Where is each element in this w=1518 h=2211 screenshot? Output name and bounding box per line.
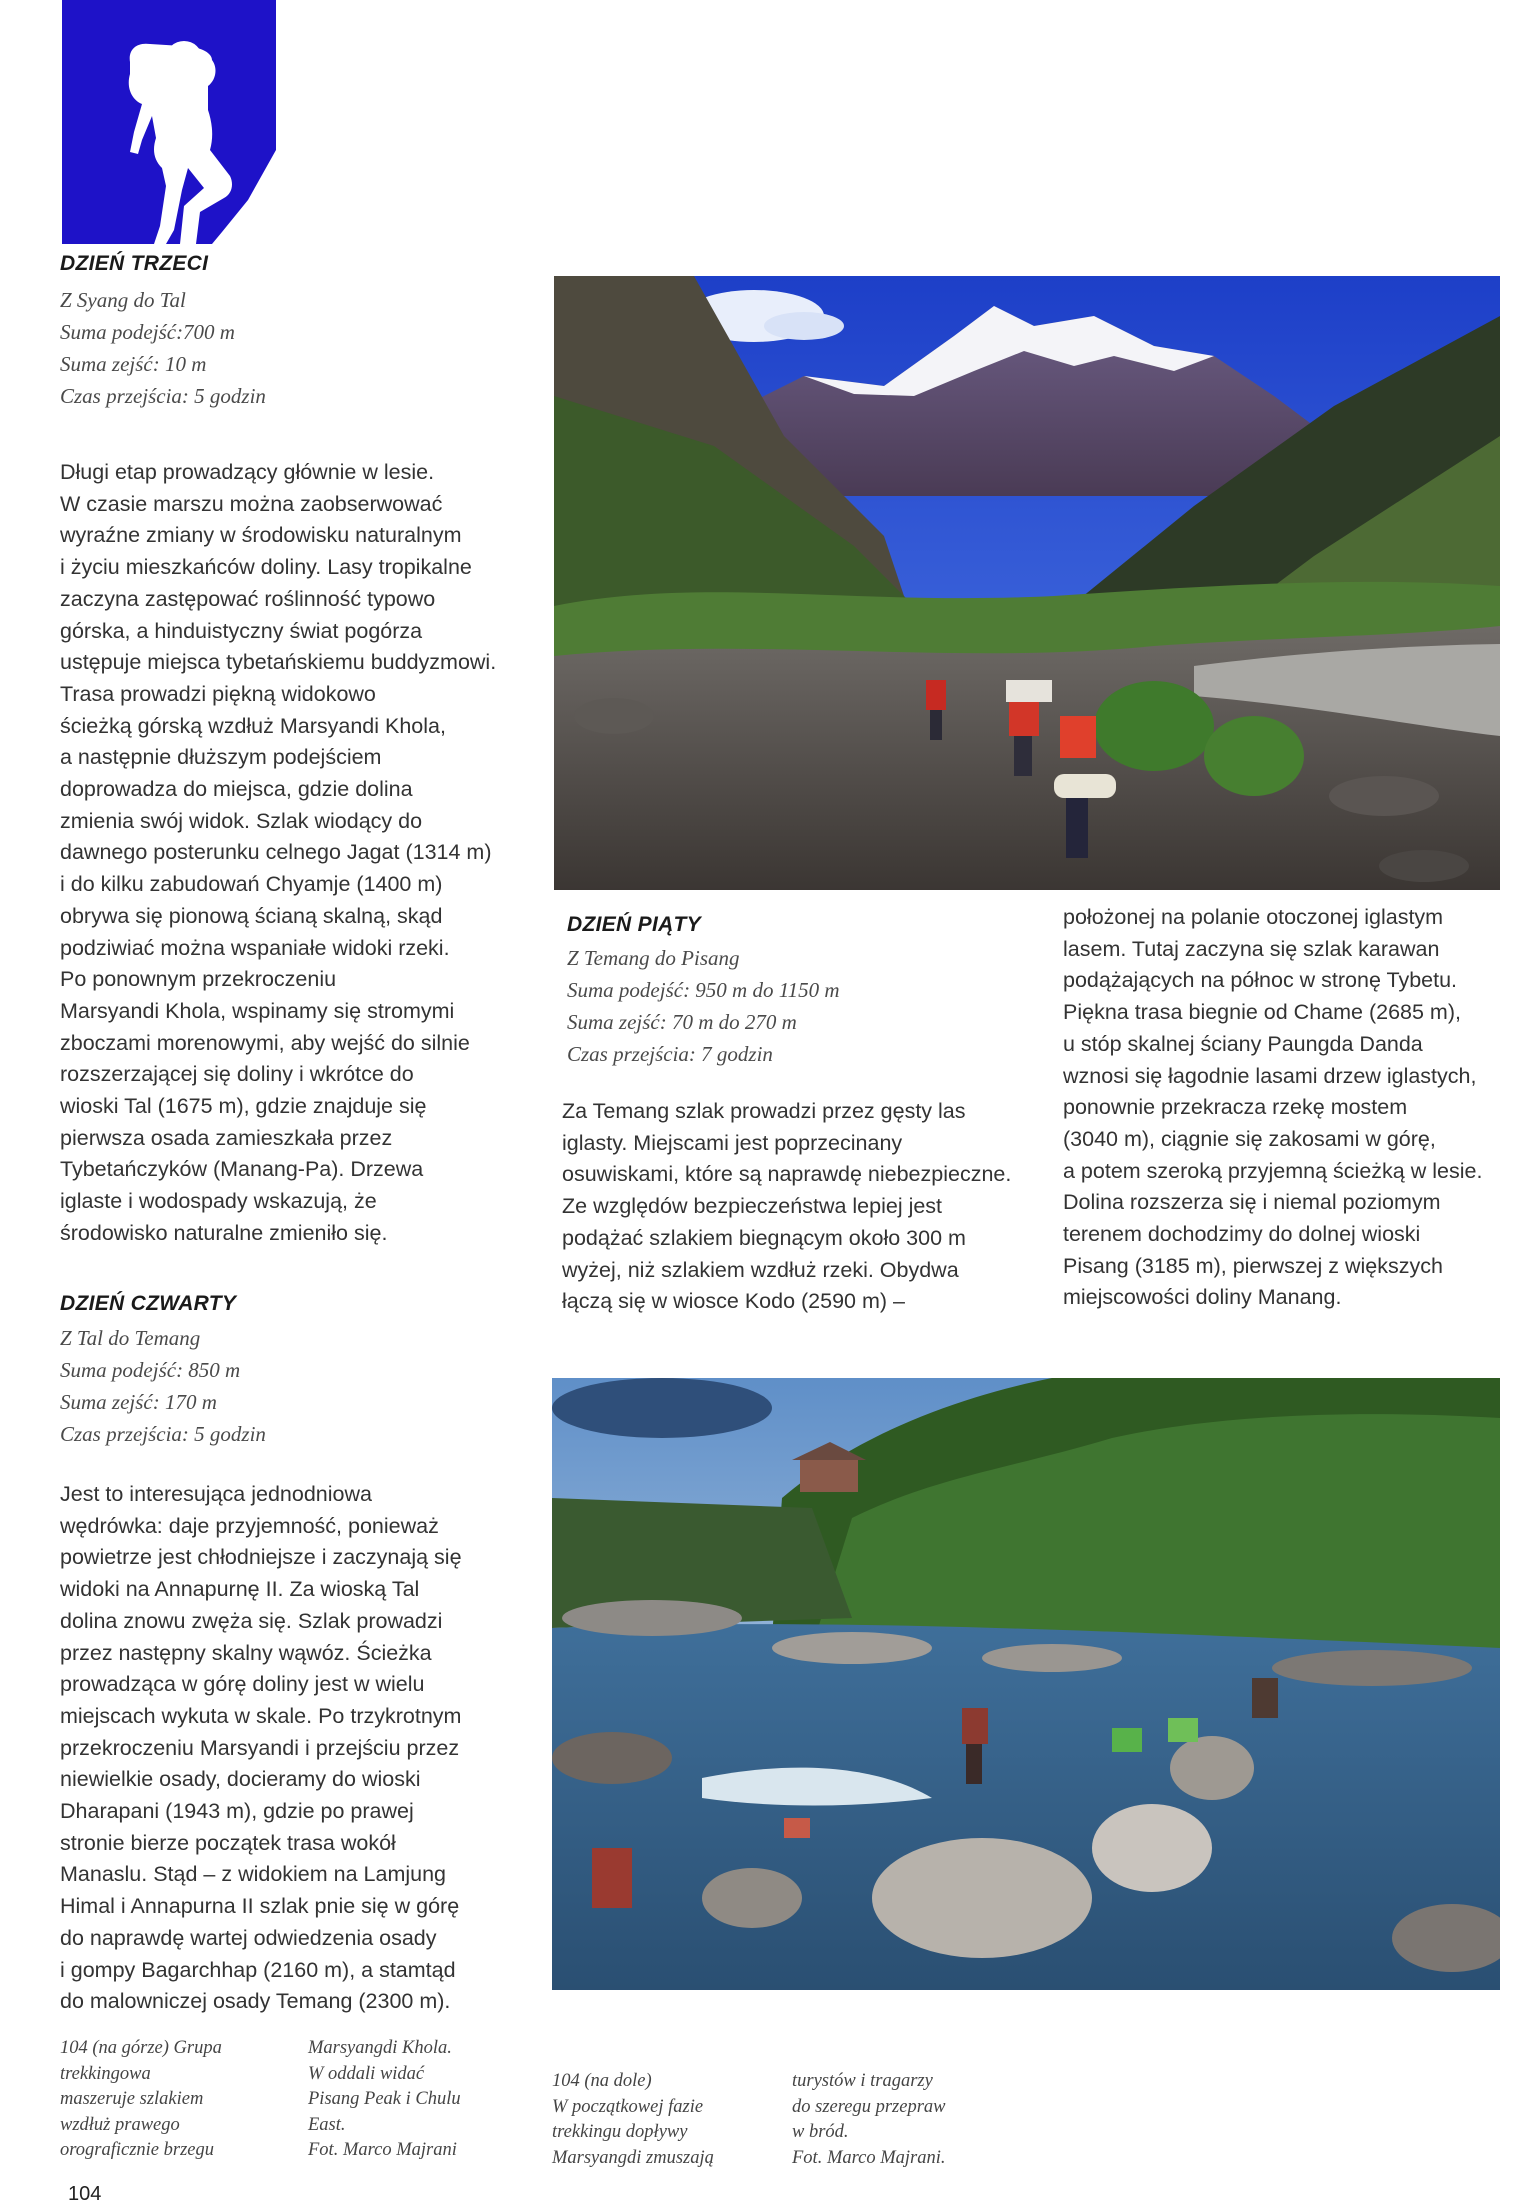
day4-ascent: Suma podejść: 850 m	[60, 1358, 241, 1382]
text-line: wioski Tal (1675 m), gdzie znajduje się	[60, 1094, 427, 1119]
text-line: iglaste i wodospady wskazują, że	[60, 1189, 377, 1214]
text-line: Ze względów bezpieczeństwa lepiej jest	[562, 1194, 943, 1219]
text-line: a następnie dłuższym podejściem	[60, 745, 382, 770]
text-line: przez następny skalny wąwóz. Ścieżka	[60, 1640, 432, 1665]
text-line: środowisko naturalne zmieniło się.	[60, 1220, 388, 1245]
bottom-photo	[552, 1378, 1500, 1990]
day5-title: DZIEŃ PIĄTY	[567, 913, 701, 936]
caption-top-b	[308, 2036, 461, 2164]
caption-line: Marsyangdi zmuszają	[552, 2147, 714, 2168]
text-line: Długi etap prowadzący głównie w lesie.	[60, 460, 435, 484]
caption-line: orograficznie brzegu	[60, 2140, 214, 2160]
caption-line: turystów i tragarzy	[792, 2071, 933, 2091]
top-photo	[554, 276, 1500, 890]
caption-line: W początkowej fazie	[552, 2096, 704, 2117]
caption-line: 104 (na dole)	[552, 2071, 652, 2091]
text-line: i życiu mieszkańców doliny. Lasy tropikalne	[60, 555, 472, 580]
text-line: W czasie marszu można zaobserwować	[60, 491, 443, 516]
text-line: podziwiać można wspaniałe widoki rzeki.	[60, 935, 450, 960]
caption-line: W oddali widać	[308, 2063, 425, 2084]
text-line: u stóp skalnej ściany Paungda Danda	[1063, 1031, 1423, 1056]
text-line: Pisang (3185 m), pierwszej z większych	[1063, 1253, 1443, 1278]
text-line: powietrze jest chłodniejsze i zaczynają się	[60, 1545, 462, 1570]
text-line: zaczyna zastępować roślinność typowo	[60, 586, 436, 611]
text-line: Tybetańczyków (Manang-Pa). Drzewa	[60, 1157, 424, 1182]
text-line: dolina znowu zwęża się. Szlak prowadzi	[60, 1608, 443, 1633]
text-line: Za Temang szlak prowadzi przez gęsty las	[562, 1099, 966, 1123]
day3-descent: Suma zejść: 10 m	[60, 352, 207, 376]
text-line: widoki na Annapurnę II. Za wioską Tal	[60, 1577, 420, 1602]
caption-line: Marsyangdi Khola.	[308, 2038, 452, 2058]
caption-top-a	[60, 2036, 222, 2164]
day5-time: Czas przejścia: 7 godzin	[567, 1042, 773, 1066]
day4-route: Z Tal do Temang	[60, 1326, 201, 1350]
text-line: do malowniczej osady Temang (2300 m).	[60, 1989, 451, 2014]
caption-line: trekkingowa	[60, 2063, 151, 2084]
text-line: podążać szlakiem biegnącym około 300 m	[562, 1225, 966, 1250]
text-line: przekroczeniu Marsyandi i przejściu przez	[60, 1735, 460, 1760]
text-line: i gompy Bagarchhap (2160 m), a stamtąd	[60, 1957, 456, 1982]
day5-meta	[567, 942, 840, 1070]
text-line: i do kilku zabudowań Chyamje (1400 m)	[60, 872, 443, 897]
caption-line: trekkingu dopływy	[552, 2122, 688, 2142]
text-line: podążających na północ w stronę Tybetu.	[1063, 968, 1458, 993]
day3-ascent: Suma podejść:700 m	[60, 320, 235, 344]
caption-line: wzdłuż prawego	[60, 2114, 180, 2135]
text-line: dawnego posterunku celnego Jagat (1314 m)	[60, 840, 492, 865]
text-line: Manaslu. Stąd – z widokiem na Lamjung	[60, 1862, 447, 1887]
day3-meta	[60, 284, 266, 412]
text-line: ścieżką górską wzdłuż Marsyandi Khola,	[60, 713, 446, 738]
day3-time: Czas przejścia: 5 godzin	[60, 384, 266, 408]
day5-route: Z Temang do Pisang	[567, 946, 740, 970]
caption-line: Fot. Marco Majrani	[308, 2140, 457, 2160]
caption-line: maszeruje szlakiem	[60, 2089, 204, 2109]
text-line: osuwiskami, które są naprawdę niebezpieczne.	[562, 1162, 1012, 1187]
text-line: Po ponownym przekroczeniu	[60, 967, 337, 992]
text-line: zmienia swój widok. Szlak wiodący do	[60, 808, 423, 833]
caption-bottom-b	[792, 2069, 945, 2171]
day3-title: DZIEŃ TRZECI	[60, 252, 209, 275]
caption-line: 104 (na górze) Grupa	[60, 2038, 222, 2058]
text-line: Himal i Annapurna II szlak pnie się w górę	[60, 1894, 460, 1919]
caption-line: Fot. Marco Majrani.	[792, 2147, 946, 2168]
caption-line: do szeregu przepraw	[792, 2096, 946, 2117]
day4-body	[60, 1479, 540, 2018]
text-line: miejscowości doliny Manang.	[1063, 1285, 1342, 1310]
text-line: zboczami morenowymi, aby wejść do silnie	[60, 1030, 470, 1055]
text-line: ustępuje miejsca tybetańskiemu buddyzmowi.	[60, 650, 497, 675]
day3-body	[60, 457, 540, 1250]
text-line: terenem dochodzimy do dolnej wioski	[1063, 1222, 1421, 1247]
right-column-body	[1063, 902, 1518, 1314]
day4-meta	[60, 1322, 266, 1450]
caption-line: w bród.	[792, 2122, 849, 2142]
text-line: Dolina rozszerza się i niemal poziomym	[1063, 1190, 1441, 1215]
caption-line: East.	[308, 2114, 346, 2135]
day4-time: Czas przejścia: 5 godzin	[60, 1422, 266, 1446]
text-line: wyżej, niż szlakiem wzdłuż rzeki. Obydwa	[562, 1257, 959, 1282]
text-line: do naprawdę wartej odwiedzenia osady	[60, 1925, 437, 1950]
day5-ascent: Suma podejść: 950 m do 1150 m	[567, 978, 840, 1002]
text-line: ponownie przekracza rzekę mostem	[1063, 1095, 1408, 1120]
text-line: (3040 m), ciągnie się zakosami w górę,	[1063, 1126, 1436, 1151]
text-line: lasem. Tutaj zaczyna się szlak karawan	[1063, 936, 1440, 961]
caption-bottom-a	[552, 2069, 714, 2171]
text-line: wędrówka: daje przyjemność, ponieważ	[60, 1513, 439, 1538]
text-line: wznosi się łagodnie lasami drzew iglastych,	[1063, 1063, 1477, 1088]
text-line: położonej na polanie otoczonej iglastym	[1063, 905, 1444, 929]
text-line: iglasty. Miejscami jest poprzecinany	[562, 1130, 903, 1155]
page-number: 104	[68, 2183, 102, 2205]
text-line: łączą się w wiosce Kodo (2590 m) –	[562, 1289, 905, 1314]
text-line: Piękna trasa biegnie od Chame (2685 m),	[1063, 1000, 1461, 1025]
text-line: a potem szeroką przyjemną ścieżką w lesie.	[1063, 1158, 1483, 1183]
day4-title: DZIEŃ CZWARTY	[60, 1292, 237, 1315]
text-line: górska, a hinduistyczny świat pogórza	[60, 618, 423, 643]
day5-descent: Suma zejść: 70 m do 270 m	[567, 1010, 797, 1034]
text-line: pierwsza osada zamieszkała przez	[60, 1125, 393, 1150]
text-line: wyraźne zmiany w środowisku naturalnym	[60, 523, 462, 548]
text-line: niewielkie osady, docieramy do wioski	[60, 1767, 421, 1792]
caption-line: Pisang Peak i Chulu	[308, 2089, 461, 2109]
day4-descent: Suma zejść: 170 m	[60, 1390, 217, 1414]
text-line: Dharapani (1943 m), gdzie po prawej	[60, 1799, 414, 1824]
text-line: prowadząca w górę doliny jest w wielu	[60, 1672, 425, 1697]
text-line: stronie bierze początek trasa wokół	[60, 1830, 396, 1855]
text-line: Jest to interesująca jednodniowa	[60, 1482, 372, 1506]
text-line: Trasa prowadzi piękną widokowo	[60, 681, 376, 706]
text-line: rozszerzającej się doliny i wkrótce do	[60, 1062, 414, 1087]
text-line: obrywa się pionową ścianą skalną, skąd	[60, 903, 443, 928]
text-line: miejscach wykuta w skale. Po trzykrotnym	[60, 1703, 462, 1728]
text-line: Marsyandi Khola, wspinamy się stromymi	[60, 998, 455, 1023]
day3-route: Z Syang do Tal	[60, 288, 186, 312]
day5-body	[562, 1096, 1062, 1318]
hiker-silhouette-icon	[62, 0, 276, 244]
text-line: doprowadza do miejsca, gdzie dolina	[60, 777, 413, 802]
